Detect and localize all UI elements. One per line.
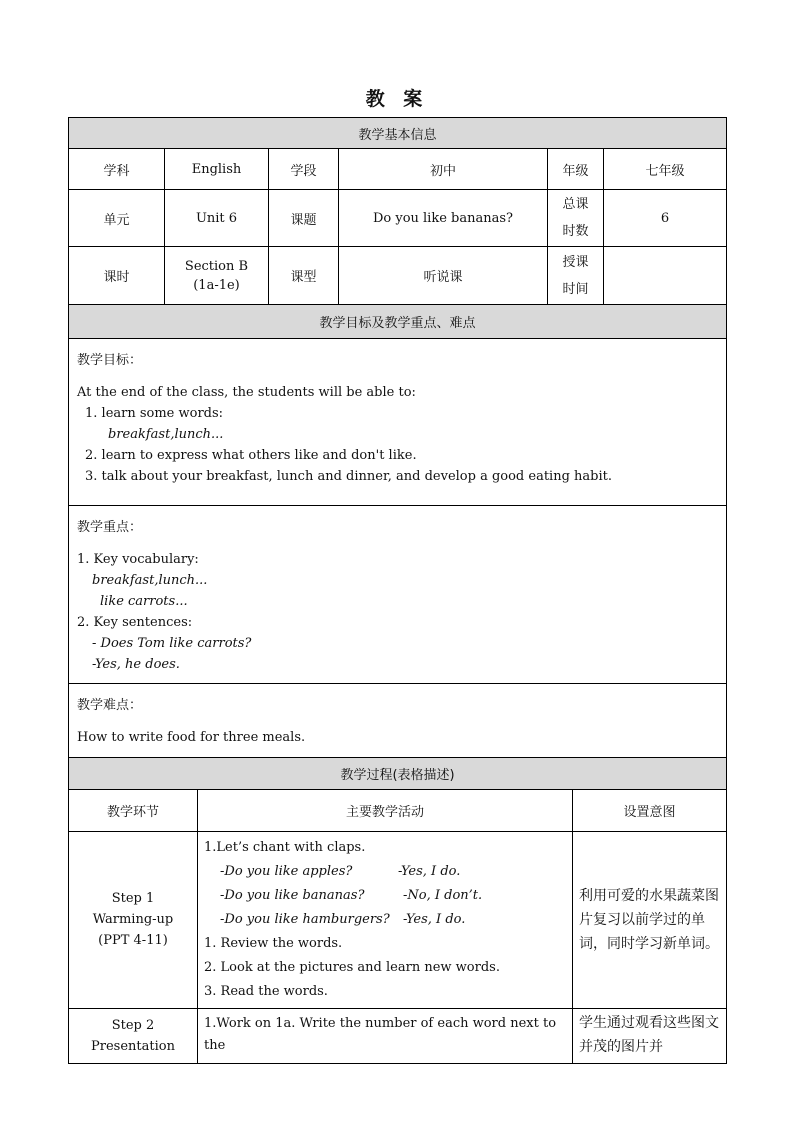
- topic-value: Do you like bananas?: [339, 190, 548, 247]
- period-value: Section B (1a-1e): [165, 247, 269, 305]
- step-1-name: Step 1 Warming-up (PPT 4-11): [69, 831, 198, 1008]
- key-points-section: [69, 506, 727, 684]
- basic-info-header: 教学基本信息: [69, 118, 727, 149]
- step-2-intent: 学生通过观看这些图文并茂的图片并: [573, 1008, 727, 1063]
- objectives-line: 1. learn some words:: [85, 406, 224, 421]
- process-col-activity: 主要教学活动: [198, 789, 573, 831]
- step-1-activities: 1.Let’s chant with claps. -Do you like apples? -Yes, I do. -Do you like bananas? -No, I don’t. -Do you like hamburgers? -Yes, I do. 1. Review the words. 2. Look at the pictures and learn new words. 3. Read the words.: [198, 831, 573, 1008]
- key-points-line: like carrots...: [100, 594, 188, 609]
- process-col-stage: 教学环节: [69, 789, 198, 831]
- difficulties-section: [69, 684, 727, 758]
- objectives-line: At the end of the class, the students will be able to:: [77, 385, 416, 400]
- objectives-line: 2. learn to express what others like and don't like.: [85, 448, 417, 463]
- process-col-intent: 设置意图: [573, 789, 727, 831]
- objectives-header: 教学目标及教学重点、难点: [69, 305, 727, 339]
- difficulties-text: How to write food for three meals.: [77, 730, 306, 745]
- process-header: 教学过程(表格描述): [69, 758, 727, 789]
- type-label: 课型: [269, 247, 339, 305]
- chant-line: -Do you like apples? -Yes, I do.: [220, 863, 461, 879]
- total-hours-label: 总课 时数: [548, 190, 604, 247]
- type-value: 听说课: [339, 247, 548, 305]
- teach-time-value: [604, 247, 727, 305]
- objectives-line: breakfast,lunch...: [108, 427, 224, 442]
- objectives-line: 3. talk about your breakfast, lunch and dinner, and develop a good eating habit.: [85, 469, 613, 484]
- step-2-name: Step 2 Presentation: [69, 1008, 198, 1063]
- unit-value: Unit 6: [165, 190, 269, 247]
- subject-value: English: [165, 149, 269, 190]
- period-label: 课时: [69, 247, 165, 305]
- objectives-section: [69, 339, 727, 506]
- unit-label: 单元: [69, 190, 165, 247]
- key-points-line: breakfast,lunch...: [92, 573, 208, 588]
- chant-line: -Do you like hamburgers? -Yes, I do.: [220, 911, 466, 927]
- page-title: 教 案: [365, 88, 429, 110]
- teach-time-label: 授课 时间: [548, 247, 604, 305]
- chant-line: -Do you like bananas? -No, I don’t.: [220, 887, 483, 903]
- topic-label: 课题: [269, 190, 339, 247]
- total-hours-value: 6: [604, 190, 727, 247]
- key-points-line: 1. Key vocabulary:: [77, 552, 199, 567]
- grade-value: 七年级: [604, 149, 727, 190]
- stage-value: 初中: [339, 149, 548, 190]
- key-points-line: 2. Key sentences:: [77, 615, 193, 630]
- grade-label: 年级: [548, 149, 604, 190]
- key-points-line: -Yes, he does.: [92, 657, 180, 672]
- subject-label: 学科: [69, 149, 165, 190]
- step-1-intent: 利用可爱的水果蔬菜图片复习以前学过的单词，同时学习新单词。: [573, 831, 727, 1008]
- key-points-line: - Does Tom like carrots?: [92, 636, 252, 651]
- lesson-plan-table: [68, 117, 726, 1064]
- stage-label: 学段: [269, 149, 339, 190]
- step-2-activities: 1.Work on 1a. Write the number of each word next to the: [198, 1008, 573, 1063]
- difficulties-heading: 教学难点：: [77, 698, 143, 713]
- key-points-heading: 教学重点：: [77, 520, 143, 535]
- objectives-heading: 教学目标：: [77, 353, 143, 368]
